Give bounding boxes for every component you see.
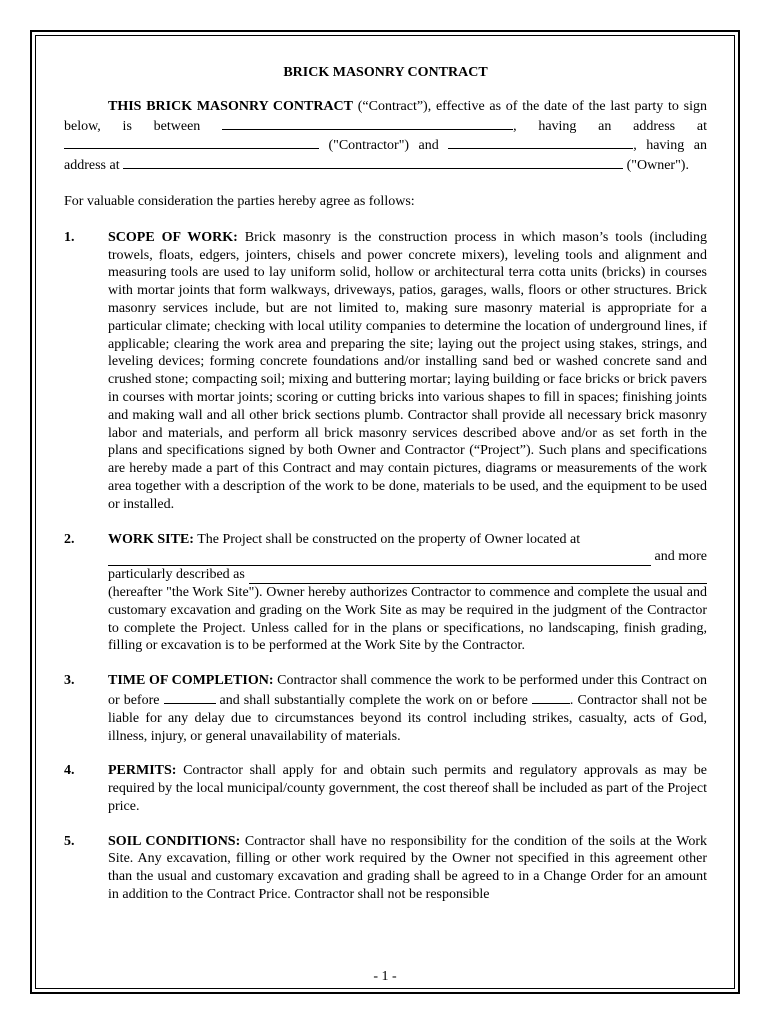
section-number: 3. (64, 673, 75, 689)
section-heading: PERMITS: (108, 763, 177, 779)
section-text-1: The Project shall be constructed on the property of Owner located at (193, 531, 581, 547)
section-heading: TIME OF COMPLETION: (108, 673, 274, 689)
property-description-line (108, 566, 707, 584)
section-heading: SOIL CONDITIONS: (108, 833, 241, 849)
page-number: - 1 - (373, 969, 397, 984)
contractor-address-blank[interactable] (64, 135, 319, 149)
intro-bold-lead: THIS BRICK MASONRY CONTRACT (108, 98, 354, 114)
intro-text-1: (“Contract”), effective as of the date of the last party to sign below, is between (64, 98, 707, 134)
document-title: BRICK MASONRY CONTRACT (283, 65, 488, 80)
intro-paragraph (64, 98, 707, 175)
intro-text-4: , having an address at (64, 138, 707, 174)
section-text: Contractor shall have no responsibility for the condition of the soils at the Work Site. Any excavation, filling or other work required by the Owner not specified in this agreement other than the usual and customary excavation and grading shall be agreed to in a Change Order for an amount in addition to the Contract Price. Contractor shall not be responsible (108, 833, 708, 903)
section-heading: SCOPE OF WORK: (108, 229, 238, 245)
section-number: 5. (64, 833, 75, 849)
document-body (64, 64, 707, 921)
consideration-paragraph: For valuable consideration the parties hereby agree as follows: (64, 193, 415, 209)
section-time-of-completion (64, 672, 707, 745)
section-number: 4. (64, 763, 75, 779)
section-body (108, 833, 707, 904)
section-body (108, 531, 707, 656)
property-location-blank[interactable] (108, 551, 651, 566)
section-text: Contractor shall apply for and obtain such permits and regulatory approvals as may be required by the local municipal/county government, the cost thereof shall be included as part of the Project price. (108, 763, 707, 814)
section-body (108, 672, 707, 745)
intro-text-2: , having an address at (513, 118, 707, 134)
commence-date-blank[interactable] (164, 690, 216, 704)
property-description-blank[interactable] (249, 569, 707, 584)
section-text-2: and more (654, 549, 707, 565)
intro-text-5: ("Owner"). (623, 158, 689, 174)
section-text-3: particularly described as (108, 567, 245, 583)
section-text: Brick masonry is the construction process in which mason’s tools (including trowels, floats, edgers, jointers, chisels and power concrete mixers), leveling tools and alignment and measuring tools are used to lay uniform solid, hollow or architectural terra cotta units (bricks) in courses with mortar joints that form walkways, driveways, patios, garages, walls, floors or other structures. Brick masonry services include, but are not limited to, making sure masonry material is appropriate for a particular climate; checking with local utility companies to determine the location of underground lines, if applicable; clearing the work area and preparing the site; laying out the project using stakes, strings, and leveling devices; forming concrete foundations and/or installing sand bed or washed concrete sand and crushed stone; compacting soil; mixing and buttering mortar; laying building or face bricks or brick pavers in courses with mortar joints; scoring or cutting bricks into various shapes to fill in spaces; finishing joints and making wall and all other brick sections plumb. Contractor shall provide all necessary brick masonry labor and materials, and perform all brick masonry services described above and/or as set forth in the plans and specifications signed by both Owner and Contractor (“Project”). Such plans and specifications are hereby made a part of this Contract and may contain pictures, diagrams or measurements of the work area together with a description of the work to be done, materials to be used, and the equipment to be used or installed. (108, 229, 708, 512)
owner-name-blank[interactable] (448, 135, 633, 149)
section-text-1: Contractor shall commence the work to be performed under this Contract on or before (108, 673, 707, 708)
section-scope-of-work (64, 229, 707, 514)
section-permits (64, 762, 707, 815)
section-work-site (64, 531, 707, 656)
section-text-4: (hereafter "the Work Site"). Owner hereby authorizes Contractor to commence and complete the usual and customary excavation and grading on the Work Site as may be required in the judgment of the Contractor to complete the Project. Unless called for in the plans or specifications, no landscaping, finish grading, filling or excavation is to be performed at the Work Site by the Contractor. (108, 584, 707, 654)
section-text-2: and shall substantially complete the work on or before (215, 692, 532, 708)
party-name-blank[interactable] (222, 116, 513, 130)
owner-address-blank[interactable] (123, 155, 623, 169)
property-location-line (108, 548, 707, 566)
section-body (108, 762, 707, 815)
completion-date-blank[interactable] (532, 690, 570, 704)
section-heading: WORK SITE: (108, 531, 194, 547)
intro-text-3: ("Contractor") and (319, 138, 449, 154)
section-soil-conditions (64, 833, 707, 904)
section-text-3: . Contractor shall not be liable for any delay due to circumstances beyond its control including strikes, casualty, acts of God, illness, injury, or general unavailability of materials. (108, 692, 707, 744)
section-number: 2. (64, 531, 75, 547)
section-number: 1. (64, 229, 75, 245)
section-body (108, 229, 707, 514)
